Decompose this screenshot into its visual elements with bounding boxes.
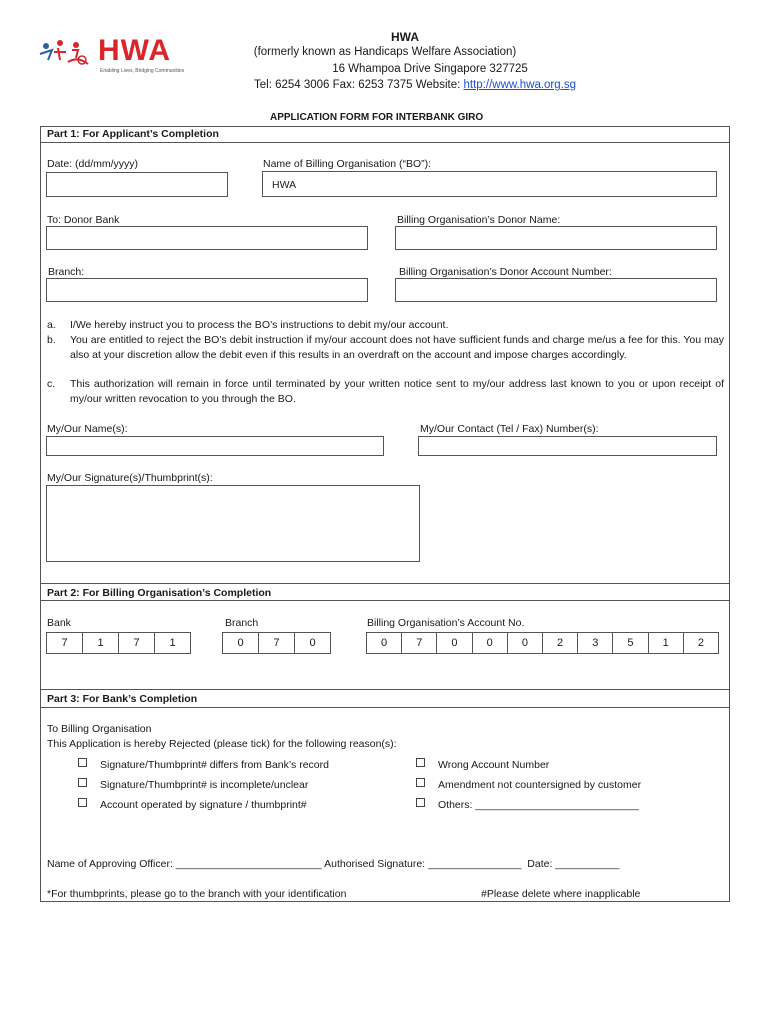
bank-code-digit[interactable]: 1 (154, 632, 191, 654)
to-billing-org: To Billing Organisation (47, 723, 152, 735)
bo-account-label: Billing Organisation’s Account No. (367, 617, 525, 629)
bo-account-digit[interactable]: 2 (542, 632, 578, 654)
footnote-delete: #Please delete where inapplicable (481, 888, 641, 900)
reason-label: Wrong Account Number (438, 759, 550, 771)
clause-c-text: This authorization will remain in force until terminated by your written notice sent to my/our address last known to you or upon receipt of my/our written revocation to you through the BO. (70, 378, 724, 405)
clause-b-text: You are entitled to reject the BO’s debit instruction if my/our account does not have sufficient funds and charge me/us a fee for this. You may also at your discretion allow the debit even if this results in an overdraft on the account and impose charges accordingly. (70, 334, 724, 361)
reason-checkbox[interactable] (78, 778, 87, 787)
form-title: APPLICATION FORM FOR INTERBANK GIRO (270, 112, 484, 123)
part3-title: Part 3: For Bank’s Completion (47, 693, 198, 705)
bo-donor-account-label: Billing Organisation’s Donor Account Number: (399, 266, 612, 278)
reason-checkbox[interactable] (416, 798, 425, 807)
bo-donor-name-field[interactable] (395, 226, 717, 250)
bo-donor-account-field[interactable] (395, 278, 717, 302)
bo-name-value: HWA (272, 179, 297, 191)
reason-checkbox[interactable] (416, 758, 425, 767)
footnote-thumbprints: *For thumbprints, please go to the branch with your identification (47, 888, 347, 900)
branch-code-digit[interactable]: 0 (222, 632, 259, 654)
bo-account-digit[interactable]: 5 (612, 632, 648, 654)
bo-account-digit[interactable]: 2 (683, 632, 719, 654)
branch-label: Branch: (48, 266, 85, 278)
date-label: Date: (dd/mm/yyyy) (47, 158, 139, 170)
bo-name-label: Name of Billing Organisation (“BO”): (263, 158, 432, 170)
divider (40, 583, 730, 584)
part1-title: Part 1: For Applicant’s Completion (47, 128, 219, 140)
part2-title: Part 2: For Billing Organisation’s Completion (47, 587, 272, 599)
reason-label: Signature/Thumbprint# is incomplete/unclear (100, 779, 309, 791)
bo-account-digit[interactable]: 0 (366, 632, 402, 654)
donor-bank-field[interactable] (46, 226, 368, 250)
branch-code-digit[interactable]: 7 (258, 632, 295, 654)
logo-tagline: Enabling Lives, Bridging Communities (100, 68, 185, 74)
names-field[interactable] (46, 436, 384, 456)
org-contact (30, 79, 770, 91)
org-formerly: (formerly known as Handicaps Welfare Association) (253, 46, 517, 58)
clause-c-marker: c. (47, 378, 56, 390)
bo-account-digit[interactable]: 0 (507, 632, 543, 654)
website-link[interactable]: http://www.hwa.org.sg (463, 79, 576, 91)
signature-box[interactable] (46, 485, 420, 562)
bank-code-label: Bank (47, 617, 71, 629)
bo-name-field[interactable] (262, 171, 717, 197)
org-address: 16 Whampoa Drive Singapore 327725 (332, 63, 528, 75)
reason-checkbox[interactable] (78, 758, 87, 767)
bank-code-digit[interactable]: 7 (46, 632, 83, 654)
reason-label: Signature/Thumbprint# differs from Bank’s record (100, 759, 329, 771)
org-contact-text: Tel: 6254 3006 Fax: 6253 7375 Website: (254, 79, 464, 91)
bo-account-digit[interactable]: 0 (436, 632, 472, 654)
approval-line: Name of Approving Officer: _________________________ Authorised Signature: ________________ Date: ___________ (47, 858, 620, 870)
bo-account-digit[interactable]: 7 (401, 632, 437, 654)
divider (40, 142, 730, 143)
clause-a-marker: a. (47, 319, 56, 331)
org-title: HWA (391, 30, 419, 44)
clause-a-text: I/We hereby instruct you to process the BO’s instructions to debit my/our account. (70, 319, 449, 331)
reason-label: Amendment not countersigned by customer (438, 779, 642, 791)
branch-field[interactable] (46, 278, 368, 302)
logo-wordmark: HWA (98, 34, 171, 67)
reason-label: Others: ____________________________ (438, 799, 639, 811)
bo-donor-name-label: Billing Organisation’s Donor Name: (397, 214, 561, 226)
branch-code-label: Branch (225, 617, 259, 629)
reject-instruction: This Application is hereby Rejected (please tick) for the following reason(s): (47, 738, 397, 750)
bo-account-digit[interactable]: 1 (648, 632, 684, 654)
reason-checkbox[interactable] (78, 798, 87, 807)
date-field[interactable] (46, 172, 228, 197)
donor-bank-label: To: Donor Bank (47, 214, 120, 226)
branch-code-digit[interactable]: 0 (294, 632, 331, 654)
contact-field[interactable] (418, 436, 717, 456)
bank-code-digit[interactable]: 1 (82, 632, 119, 654)
reason-checkbox[interactable] (416, 778, 425, 787)
reason-label: Account operated by signature / thumbprint# (100, 799, 307, 811)
divider (40, 707, 730, 708)
bo-account-digit[interactable]: 3 (577, 632, 613, 654)
contact-label: My/Our Contact (Tel / Fax) Number(s): (420, 423, 599, 435)
bank-code-digit[interactable]: 7 (118, 632, 155, 654)
divider (40, 600, 730, 601)
divider (40, 689, 730, 690)
names-label: My/Our Name(s): (47, 423, 128, 435)
signature-label: My/Our Signature(s)/Thumbprint(s): (47, 472, 213, 484)
bo-account-digit[interactable]: 0 (472, 632, 508, 654)
clause-b-marker: b. (47, 334, 56, 346)
